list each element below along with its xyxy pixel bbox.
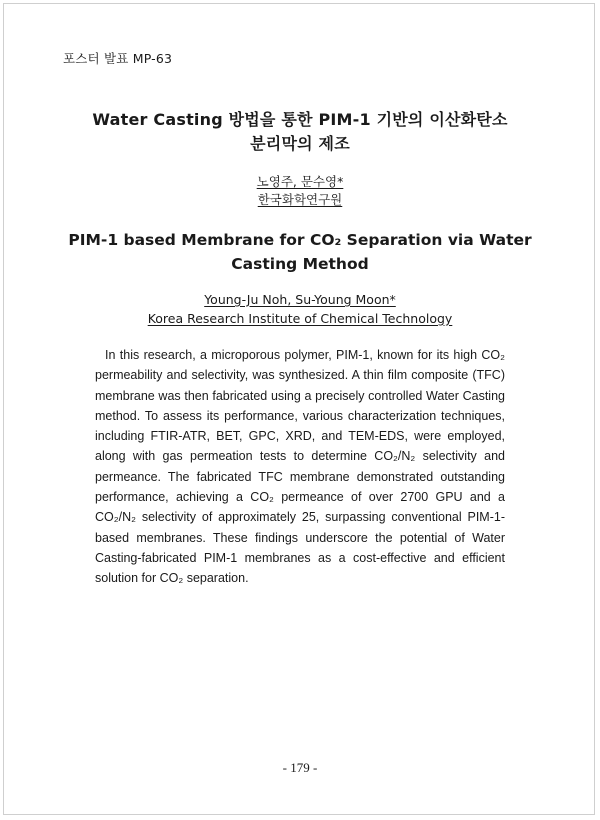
- page-number: - 179 -: [282, 760, 318, 775]
- abstract-body: In this research, a microporous polymer, PIM-1, known for its high CO₂ permeability and selectivity, was synthesized. A thin film composite (TFC) membrane was then fabricated using a precisely controlled Water Casting method. To assess its performance, various characterization techniques, including FTIR-ATR, BET, GPC, XRD, and TEM-EDS, were employed, along with gas permeation tests to determine CO₂/N₂ selectivity and permeance. The fabricated TFC membrane demonstrated outstanding performance, achieving a CO₂ permeance of over 2700 GPU and a CO₂/N₂ selectivity of approximately 25, surpassing conventional PIM-1-based membranes. These findings underscore the potential of Water Casting-fabricated PIM-1 membranes as a cost-effective and efficient solution for CO₂ separation.: [95, 348, 505, 586]
- english-title-line-1: PIM-1 based Membrane for CO₂ Separation via Water: [68, 231, 532, 249]
- korean-affiliation: 한국화학연구원: [257, 192, 343, 207]
- korean-authors: 노영주, 문수영*: [256, 174, 344, 189]
- english-authors: Young-Ju Noh, Su-Young Moon*: [204, 292, 396, 307]
- english-authors-line: [40, 291, 560, 309]
- korean-title-line-2: 분리막의 제조: [250, 134, 350, 153]
- korean-title-line-1: Water Casting 방법을 통한 PIM-1 기반의 이산화탄소: [92, 110, 508, 129]
- session-label: 포스터 발표 MP-63: [63, 51, 173, 66]
- korean-authors-line: [40, 173, 560, 191]
- english-affiliation-line: [40, 310, 560, 328]
- english-affiliation: Korea Research Institute of Chemical Technology: [147, 311, 453, 326]
- korean-affiliation-line: [40, 191, 560, 209]
- english-title-line-2: Casting Method: [231, 255, 369, 273]
